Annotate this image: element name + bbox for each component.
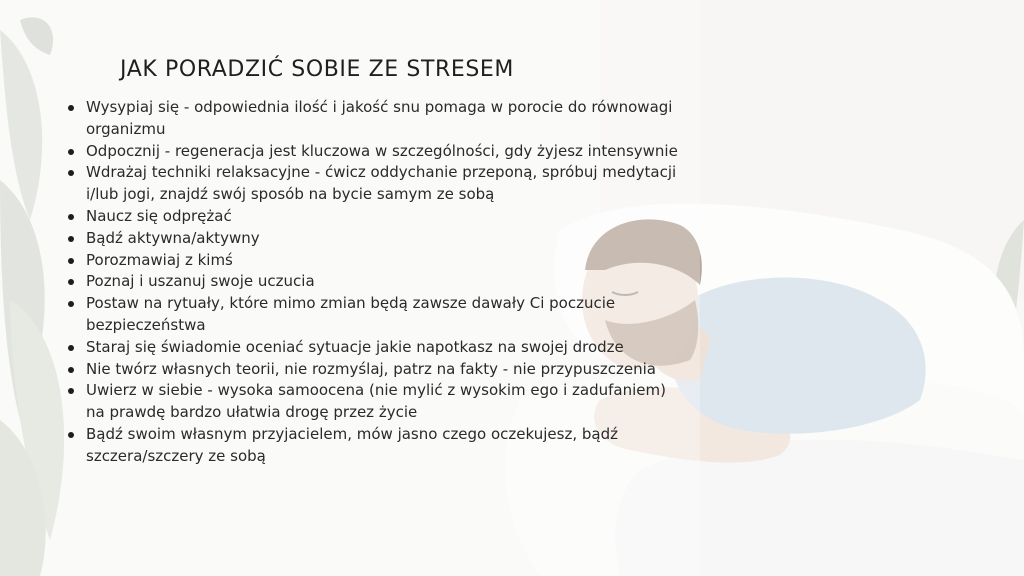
list-item-text: Wdrażaj techniki relaksacyjne - ćwicz oddychanie przeponą, spróbuj medytacji i/lub jogi, znajdź swój sposób na bycie samym ze sobą xyxy=(86,163,677,204)
bullet-icon xyxy=(68,367,74,373)
list-item-text: Postaw na rytuały, które mimo zmian będą zawsze dawały Ci poczucie bezpieczeństwa xyxy=(86,294,616,334)
list-item xyxy=(86,380,686,424)
list-item xyxy=(86,359,686,381)
list-item xyxy=(86,141,686,163)
list-item-text: Porozmawiaj z kimś xyxy=(86,250,233,269)
list-item xyxy=(86,97,686,141)
list-item-text: Naucz się odprężać xyxy=(86,206,232,225)
list-item-text: Staraj się świadomie oceniać sytuacje jakie napotkasz na swojej drodze xyxy=(86,337,624,356)
list-item xyxy=(86,424,686,468)
bullet-icon xyxy=(68,105,74,111)
list-item xyxy=(86,206,686,228)
bullet-icon xyxy=(68,345,74,351)
bullet-icon xyxy=(68,149,74,155)
slide-title: JAK PORADZIĆ SOBIE ZE STRESEM xyxy=(120,57,515,82)
bullet-icon xyxy=(68,258,74,264)
bullet-icon xyxy=(68,301,74,307)
list-item-text: Wysypiaj się - odpowiednia ilość i jakość snu pomaga w porocie do równowagi organizmu xyxy=(86,98,673,138)
bullet-icon xyxy=(68,432,74,438)
list-item xyxy=(86,250,686,272)
list-item-text: Poznaj i uszanuj swoje uczucia xyxy=(86,272,315,291)
list-item-text: Bądź aktywna/aktywny xyxy=(86,228,260,247)
stress-tips-list xyxy=(86,97,686,468)
list-item xyxy=(86,162,686,206)
list-item xyxy=(86,337,686,359)
bullet-icon xyxy=(68,279,74,285)
list-item xyxy=(86,228,686,250)
bullet-icon xyxy=(68,214,74,220)
bullet-icon xyxy=(68,388,74,394)
list-item-text: Uwierz w siebie - wysoka samoocena (nie mylić z wysokim ego i zadufaniem) na prawdę bardzo ułatwia drogę przez życie xyxy=(86,381,666,422)
list-item-text: Odpocznij - regeneracja jest kluczowa w szczególności, gdy żyjesz intensywnie xyxy=(86,141,678,160)
list-item xyxy=(86,293,686,337)
list-item xyxy=(86,271,686,293)
bullet-icon xyxy=(68,236,74,242)
list-item-text: Bądź swoim własnym przyjacielem, mów jasno czego oczekujesz, bądź szczera/szczery ze sobą xyxy=(86,424,618,465)
bullet-icon xyxy=(68,170,74,176)
list-item-text: Nie twórz własnych teorii, nie rozmyślaj, patrz na fakty - nie przypuszczenia xyxy=(86,359,656,378)
